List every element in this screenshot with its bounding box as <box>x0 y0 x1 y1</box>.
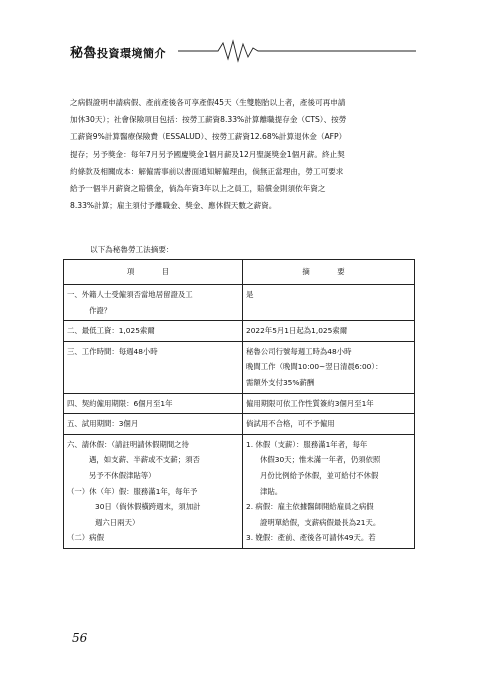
table-row <box>64 414 415 435</box>
summary-line: 倘試用不合格，可不予僱用 <box>246 419 335 429</box>
table-row <box>64 285 415 321</box>
summary-cell <box>243 285 415 321</box>
body-line: 給予一個半月薪資之賠償金，倘為年資3年以上之員工，賠償金則須依年資之 <box>70 184 326 194</box>
item-line: 一、外籍人士受僱須否當地居留證及工 <box>67 290 193 299</box>
labor-law-table <box>63 259 415 549</box>
body-line: 加休30天）；社會保險項目包括：按勞工薪資8.33%計算離職提存金（CTS）、按勞 <box>70 115 347 125</box>
table-row <box>64 321 415 342</box>
summary-line: 休假30天；惟未滿一年者，仍須依照 <box>260 455 381 465</box>
item-cell <box>64 321 243 342</box>
item-cell <box>64 285 243 321</box>
summary-line: 晚間工作（晚間10:00~翌日清晨6:00）： <box>246 362 383 372</box>
item-cell <box>64 393 243 414</box>
summary-line: 秘魯公司行號每週工時為48小時 <box>246 346 352 356</box>
table-row <box>64 434 415 548</box>
summary-line: 津貼。 <box>260 486 283 496</box>
header-title-prefix: 秘魯 <box>70 46 98 61</box>
summary-cell <box>243 321 415 342</box>
item-line: 六、請休假：（請註明請休假期間之待 <box>67 439 189 449</box>
item-line: （一）休（年）假：服務滿1年，每年予 <box>67 486 198 496</box>
summary-cell <box>243 434 415 548</box>
item-cell <box>64 414 243 435</box>
item-line: 作證？ <box>89 305 112 315</box>
body-line: 約條款及相關成本：解僱需事前以書面通知解僱理由，倘無正當理由，勞工可要求 <box>70 166 344 176</box>
item-line: 30日（倘休假橫跨週末，須加計 <box>95 502 201 512</box>
header-item-cell: 項 目 <box>64 260 243 285</box>
summary-cell <box>243 341 415 393</box>
item-line: （二）病假 <box>67 533 104 543</box>
summary-line: 月份比例給予休假，並可給付不休假 <box>260 470 379 480</box>
table-header-row <box>64 260 415 285</box>
table-row <box>64 341 415 393</box>
item-line: 遇，如支薪、半薪或不支薪；須否 <box>89 455 200 465</box>
header-wave-line <box>178 38 416 64</box>
header-title-rest: 投資環境簡介 <box>97 47 167 60</box>
summary-line: 是 <box>246 290 254 299</box>
header-summary-cell: 摘 要 <box>243 260 415 285</box>
item-line: 二、最低工資：1,025索爾 <box>67 326 155 336</box>
summary-cell <box>243 393 415 414</box>
item-line: 五、試用期間：3個月 <box>67 419 139 429</box>
summary-cell <box>243 414 415 435</box>
body-line: 提存；另予獎金：每年7月另予國慶獎金1個月薪及12月聖誕獎金1個月薪。終止契 <box>70 149 345 159</box>
summary-line: 2. 病假：雇主依據醫師開給雇員之病假 <box>246 502 374 512</box>
summary-line: 3. 娩假：產前、產後各可請休49天。若 <box>246 533 376 543</box>
item-cell <box>64 434 243 548</box>
table-row <box>64 393 415 414</box>
body-paragraph <box>70 94 416 214</box>
body-line: 8.33%計算；雇主須付予離職金、獎金、應休假天數之薪資。 <box>70 201 277 211</box>
body-line: 之病假證明申請病假、產前產後各可享產假45天（生雙胞胎以上者，產後可再申請 <box>70 98 346 107</box>
summary-line: 1. 休假（支薪）：服務滿1年者，每年 <box>246 439 368 449</box>
body-line: 工薪資9%計算醫療保險費（ESSALUD）、按勞工薪資12.68%計算退休金（AFP） <box>70 132 347 142</box>
item-line: 週六日兩天） <box>95 517 140 527</box>
table-intro: 以下為秘魯勞工法摘要： <box>90 245 174 254</box>
item-line: 另予不休假津貼等） <box>89 470 156 480</box>
summary-line: 2022年5月1日起為1,025索爾 <box>246 326 348 336</box>
item-cell <box>64 341 243 393</box>
page-number: 56 <box>72 631 88 645</box>
summary-line: 需額外支付35%薪酬 <box>246 377 315 387</box>
summary-line: 僱用期限可依工作性質簽約3個月至1年 <box>246 398 374 408</box>
item-line: 四、契約僱用期限：6個月至1年 <box>67 398 173 408</box>
summary-line: 證明單給假，支薪病假最長為21天。 <box>260 517 381 527</box>
running-header <box>70 38 416 64</box>
header-title <box>70 42 166 61</box>
item-line: 三、工作時間：每週48小時 <box>67 346 158 356</box>
